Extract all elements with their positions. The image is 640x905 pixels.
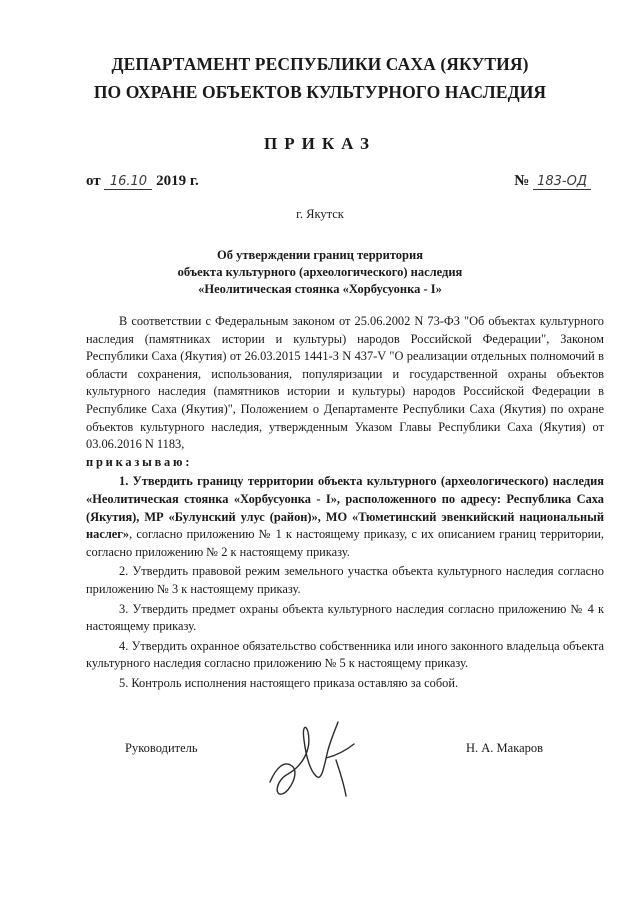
subject-line-1: Об утверждении границ территория — [217, 248, 423, 262]
order-body — [86, 313, 604, 692]
item-1 — [86, 473, 604, 561]
item-2: 2. Утвердить правовой режим земельного участка объекта культурного наследия согласно приложению № 3 к настоящему приказу. — [86, 564, 604, 596]
item-4: 4. Утвердить охранное обязательство собственника или иного законного владельца объекта культурного наследия согласно приложению № 5 к настоящему приказу. — [86, 638, 604, 671]
subject-line-3: «Неолитическая стоянка «Хорбусуонка - I» — [198, 282, 442, 296]
header-line-2: ПО ОХРАНЕ ОБЪЕКТОВ КУЛЬТУРНОГО НАСЛЕДИЯ — [93, 82, 547, 102]
document-title: ПРИКАЗ — [264, 134, 376, 153]
date-prefix: от — [86, 173, 101, 189]
date-number-row — [86, 173, 591, 195]
item-3: 3. Утвердить предмет охраны объекта культурного наследия согласно приложению № 4 к настоящему приказу. — [86, 601, 604, 634]
handwritten-signature — [262, 710, 372, 800]
date-year: 2019 г. — [156, 173, 199, 189]
number-prefix: № — [514, 173, 530, 189]
city: г. Якутск — [296, 207, 344, 221]
preamble: В соответствии с Федеральным законом от 25.06.2002 N 73-ФЗ "Об объектах культурного наследия (памятниках истории и культуры) народов Российской Федерации", Законом Республики Саха (Якутия) от 26.03.2015 1441-З N 437-V "О реализации отдельных полномочий в области сохранения, использования, популяризации и государственной охраны объектов культурного наследия (памятников истории и культуры) народов Российской Федерации в Республике Саха (Якутия)", Положением о Департаменте Республики Саха (Якутия) по охране объектов культурного наследия, утвержденным Указом Главы Республики Саха (Якутия) от 03.06.2016 N 1183, — [86, 314, 604, 452]
order-subject — [0, 247, 640, 298]
order-number — [514, 173, 591, 190]
item-1-bold: 1. Утвердить границу территории объекта культурного (археологического) наследия «Неолитическая стоянка «Хорбусуонка - I», расположенного по адресу: Республика Саха (Якутия), МР «Булунский улус (район)», МО «Тюметинский эвенкийский национальный наслег» — [86, 474, 604, 542]
prikazyvayu: приказываю: — [86, 454, 193, 469]
signatory-name: Н. А. Макаров — [466, 741, 544, 755]
item-1-rest: , согласно приложению № 1 к настоящему приказу, с их описанием границ территории, согласно приложению № 2 к настоящему приказу. — [86, 527, 604, 559]
handwritten-number: 183-ОД — [533, 174, 591, 190]
subject-line-2: объекта культурного (археологического) наследия — [177, 265, 463, 279]
order-date — [86, 173, 199, 190]
handwritten-date: 16.10 — [104, 174, 152, 190]
header-line-1: ДЕПАРТАМЕНТ РЕСПУБЛИКИ САХА (ЯКУТИЯ) — [111, 54, 529, 74]
item-5: 5. Контроль исполнения настоящего приказа оставляю за собой. — [119, 675, 459, 690]
signature-role: Руководитель — [125, 741, 198, 755]
